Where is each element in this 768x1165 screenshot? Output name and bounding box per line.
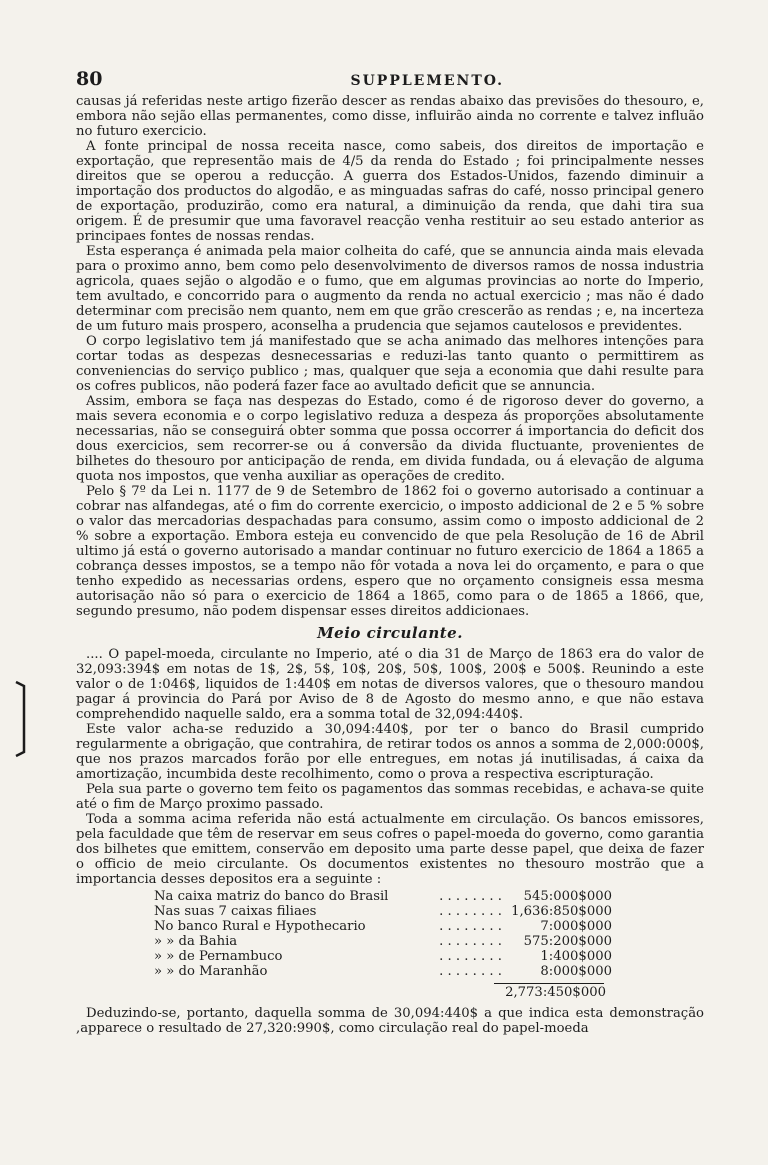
deposit-value: 1:400$000 (540, 949, 612, 964)
paragraph-4: O corpo legislativo tem já manifestado que se acha animado das melhores intenções para cortar todas as despezas desnecessarias e reduzi-las tanto quanto o permittirem as conveniencias do serviço publico ; mas, qualquer que seja a economia que dahi resulte para os cofres publicos, não poderá fazer face ao avultado deficit que se annuncia. (76, 334, 704, 394)
deposit-label: » » da Bahia (154, 934, 238, 949)
document-page (76, 68, 704, 1036)
leader-dots: . . . . . . . . (439, 934, 502, 949)
table-row (76, 919, 704, 934)
margin-bracket-icon (12, 680, 30, 758)
deposit-value: 8:000$000 (540, 964, 612, 979)
table-row (76, 889, 704, 904)
deposit-label: Nas suas 7 caixas filiaes (154, 904, 317, 919)
section-heading: Meio circulante. (317, 624, 463, 642)
table-row (76, 904, 704, 919)
paragraph-6: Pelo § 7º da Lei n. 1177 de 9 de Setembro de 1862 foi o governo autorisado a continuar a cobrar nas alfandegas, até o fim do corrente exercicio, o imposto addicional de 2 e 5 % sobre o valor das mercadorias despachadas para consumo, assim como o imposto addicional de 2 % sobre a exportação. Embora esteja eu convencido de que pela Resolução de 16 de Abril ultimo já está o governo autorisado a mandar continuar no futuro exercicio de 1864 a 1865 a cobrança desses impostos, se a tempo não fôr votada a nova lei do orçamento, e para o que tenho expedido as necessarias ordens, espero que no orçamento consigneis essa mesma autorisação não só para o exercicio de 1864 a 1865, como para o de 1865 a 1866, que, segundo presumo, não podem dispensar esses direitos addicionaes. (76, 484, 704, 619)
paragraph-3: Esta esperança é animada pela maior colheita do café, que se annuncia ainda mais elevada para o proximo anno, bem como pelo desenvolvimento de diversos ramos de nossa industria agricola, quaes sejão o algodão e o fumo, que em algumas provincias ao norte do Imperio, tem avultado, e concorrido para o augmento da renda no actual exercicio ; mas não é dado determinar com precisão nem quanto, nem em que grão crescerão as rendas ; e, na incerteza de um futuro mais prospero, aconselha a prudencia que sejamos cautelosos e previdentes. (76, 244, 704, 334)
section-paragraph-1: .... O papel-moeda, circulante no Imperio, até o dia 31 de Março de 1863 era do valor de 32,093:394$ em notas de 1$, 2$, 5$, 10$, 20$, 50$, 100$, 200$ e 500$. Reunindo a este valor o de 1:046$, liquidos de 1:440$ em notas de diversos valores, que o thesouro mandou pagar á provincia do Pará por Aviso de 8 de Agosto do mesmo anno, e que não estava comprehendido naquelle saldo, era a somma total de 32,094:440$. (76, 647, 704, 722)
deposit-label: » » do Maranhão (154, 964, 268, 979)
deposit-value: 575:200$000 (523, 934, 612, 949)
deposit-label: » » de Pernambuco (154, 949, 283, 964)
table-row (76, 964, 704, 979)
paragraph-1: causas já referidas neste artigo fizerão descer as rendas abaixo das previsões do thesouro, e, embora não sejão ellas permanentes, como disse, influirão ainda no corrente e talvez influão no futuro exercicio. (76, 94, 704, 139)
paragraph-2: A fonte principal de nossa receita nasce, como sabeis, dos direitos de importação e exportação, que representão mais de 4/5 da renda do Estado ; foi principalmente nesses direitos que se operou a reducção. A guerra dos Estados-Unidos, fazendo diminuir a importação dos productos do algodão, e as minguadas safras do café, nosso principal genero de exportação, produzirão, como era natural, a diminuição da renda, que dahi tira sua origem. É de presumir que uma favoravel reacção venha restituir ao seu estado anterior as principaes fontes de nossas rendas. (76, 139, 704, 244)
leader-dots: . . . . . . . . (439, 904, 502, 919)
leader-dots: . . . . . . . . (439, 949, 502, 964)
deposit-value: 545:000$000 (523, 889, 612, 904)
leader-dots: . . . . . . . . (439, 889, 502, 904)
page-header (76, 68, 704, 94)
running-title: SUPPLEMENTO. (350, 73, 504, 89)
deposit-label: No banco Rural e Hypothecario (154, 919, 366, 934)
deposit-label: Na caixa matriz do banco do Brasil (154, 889, 389, 904)
leader-dots: . . . . . . . . (439, 964, 502, 979)
page-number: 80 (76, 68, 103, 90)
table-row (76, 949, 704, 964)
deposits-total: 2,773:450$000 (505, 985, 606, 1000)
closing-paragraph: Deduzindo-se, portanto, daquella somma de 30,094:440$ a que indica esta demonstração ,apparece o resultado de 27,320:990$, como circulação real do papel-moeda (76, 1006, 704, 1036)
section-paragraph-2: Este valor acha-se reduzido a 30,094:440$, por ter o banco do Brasil cumprido regularmente a obrigação, que contrahira, de retirar todos os annos a somma de 2,000:000$, que nos prazos marcados forão por elle entregues, em notas já inutilisadas, á caixa da amortização, incumbida deste recolhimento, como o prova a respectiva escripturação. (76, 722, 704, 782)
deposit-value: 7:000$000 (540, 919, 612, 934)
paragraph-5: Assim, embora se faça nas despezas do Estado, como é de rigoroso dever do governo, a mais severa economia e o corpo legislativo reduza a despeza ás proporções absolutamente necessarias, não se conseguirá obter somma que possa occorrer á importancia do deficit dos dous exercicios, sem recorrer-se ou á conversão da divida fluctuante, provenientes de bilhetes do thesouro por anticipação de renda, em divida fundada, ou á elevação de alguma quota nos impostos, que venha auxiliar as operações de credito. (76, 394, 704, 484)
deposits-table (76, 889, 704, 1002)
section-paragraph-3: Pela sua parte o governo tem feito os pagamentos das sommas recebidas, e achava-se quite até o fim de Março proximo passado. (76, 782, 704, 812)
section-paragraph-4: Toda a somma acima referida não está actualmente em circulação. Os bancos emissores, pela faculdade que têm de reservar em seus cofres o papel-moeda do governo, como garantia dos bilhetes que emittem, conservão em deposito uma parte desse papel, que deixa de fazer o officio de meio circulante. Os documentos existentes no thesouro mostrão que a importancia desses depositos era a seguinte : (76, 812, 704, 887)
deposit-value: 1,636:850$000 (511, 904, 612, 919)
leader-dots: . . . . . . . . (439, 919, 502, 934)
table-row (76, 934, 704, 949)
